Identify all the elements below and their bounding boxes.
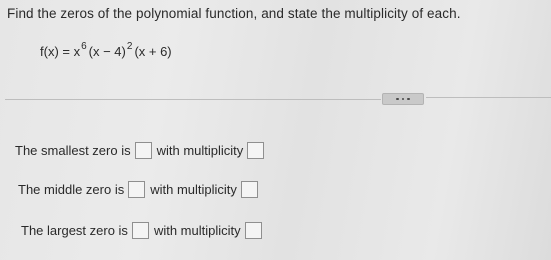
- largest-zero-input[interactable]: [132, 222, 149, 239]
- section-divider: [5, 99, 381, 100]
- polynomial-equation: [40, 41, 172, 59]
- answer-row-middle: [18, 181, 258, 198]
- multiplicity-label: with multiplicity: [156, 143, 244, 158]
- middle-zero-input[interactable]: [128, 181, 145, 198]
- largest-multiplicity-input[interactable]: [245, 222, 262, 239]
- ellipsis-icon: [396, 98, 399, 101]
- exponent-1: 6: [81, 41, 87, 52]
- middle-zero-label: The middle zero is: [18, 182, 125, 197]
- answer-row-smallest: [15, 142, 264, 159]
- multiplicity-label: with multiplicity: [150, 182, 237, 197]
- section-divider-right: [426, 97, 551, 98]
- equation-factor-2: (x − 4): [88, 44, 126, 59]
- expand-more-button[interactable]: [382, 93, 424, 105]
- question-text: Find the zeros of the polynomial function, and state the multiplicity of each.: [7, 6, 461, 21]
- smallest-multiplicity-input[interactable]: [247, 142, 264, 159]
- answer-row-largest: [21, 222, 262, 239]
- middle-multiplicity-input[interactable]: [241, 181, 258, 198]
- largest-zero-label: The largest zero is: [21, 223, 128, 238]
- equation-factor-3: (x + 6): [134, 44, 172, 59]
- smallest-zero-input[interactable]: [135, 142, 152, 159]
- smallest-zero-label: The smallest zero is: [15, 143, 131, 158]
- exponent-2: 2: [126, 41, 133, 52]
- equation-lhs: f(x) = x: [40, 44, 81, 59]
- multiplicity-label: with multiplicity: [153, 223, 241, 238]
